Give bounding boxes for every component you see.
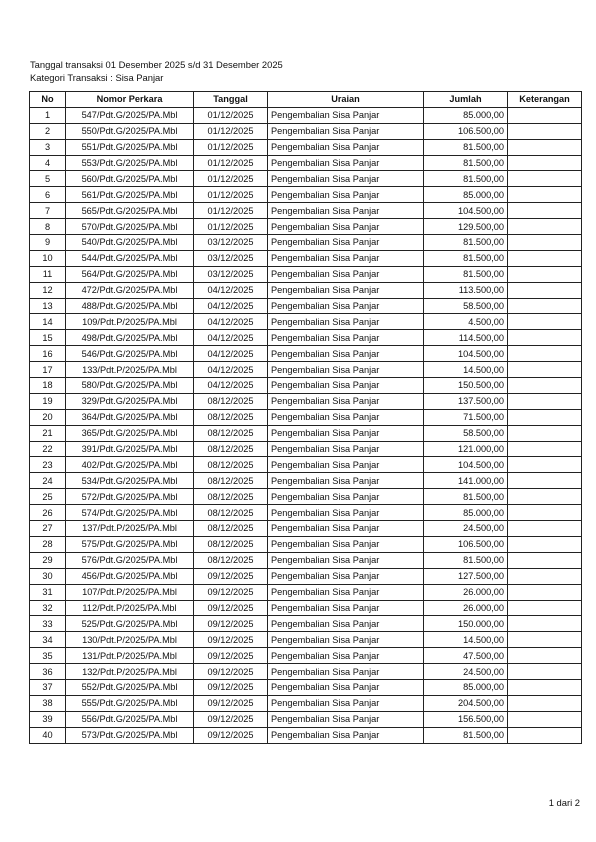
cell-no: 2 <box>30 123 66 139</box>
cell-keterangan <box>508 632 582 648</box>
cell-keterangan <box>508 266 582 282</box>
cell-tanggal: 04/12/2025 <box>194 378 268 394</box>
table-row <box>30 139 582 155</box>
cell-no: 31 <box>30 584 66 600</box>
cell-tanggal: 01/12/2025 <box>194 123 268 139</box>
cell-no: 28 <box>30 536 66 552</box>
table-row <box>30 123 582 139</box>
column-header-tanggal: Tanggal <box>194 92 268 108</box>
table-row <box>30 187 582 203</box>
cell-nomor-perkara: 546/Pdt.G/2025/PA.Mbl <box>66 346 194 362</box>
cell-keterangan <box>508 123 582 139</box>
cell-jumlah: 127.500,00 <box>424 568 508 584</box>
cell-jumlah: 106.500,00 <box>424 536 508 552</box>
cell-keterangan <box>508 457 582 473</box>
cell-nomor-perkara: 525/Pdt.G/2025/PA.Mbl <box>66 616 194 632</box>
cell-no: 34 <box>30 632 66 648</box>
cell-jumlah: 121.000,00 <box>424 441 508 457</box>
cell-keterangan <box>508 425 582 441</box>
column-header-no: No <box>30 92 66 108</box>
table-row <box>30 473 582 489</box>
cell-no: 29 <box>30 552 66 568</box>
cell-nomor-perkara: 572/Pdt.G/2025/PA.Mbl <box>66 489 194 505</box>
cell-tanggal: 08/12/2025 <box>194 409 268 425</box>
cell-keterangan <box>508 330 582 346</box>
cell-uraian: Pengembalian Sisa Panjar <box>268 648 424 664</box>
cell-tanggal: 09/12/2025 <box>194 695 268 711</box>
cell-keterangan <box>508 664 582 680</box>
cell-no: 14 <box>30 314 66 330</box>
cell-jumlah: 14.500,00 <box>424 362 508 378</box>
cell-no: 15 <box>30 330 66 346</box>
cell-nomor-perkara: 574/Pdt.G/2025/PA.Mbl <box>66 505 194 521</box>
cell-uraian: Pengembalian Sisa Panjar <box>268 695 424 711</box>
cell-keterangan <box>508 552 582 568</box>
cell-keterangan <box>508 139 582 155</box>
cell-jumlah: 81.500,00 <box>424 489 508 505</box>
cell-no: 32 <box>30 600 66 616</box>
cell-tanggal: 08/12/2025 <box>194 521 268 537</box>
table-row <box>30 505 582 521</box>
table-row <box>30 314 582 330</box>
cell-uraian: Pengembalian Sisa Panjar <box>268 346 424 362</box>
cell-jumlah: 85.000,00 <box>424 187 508 203</box>
cell-keterangan <box>508 648 582 664</box>
cell-jumlah: 150.500,00 <box>424 378 508 394</box>
cell-no: 5 <box>30 171 66 187</box>
cell-nomor-perkara: 544/Pdt.G/2025/PA.Mbl <box>66 250 194 266</box>
cell-jumlah: 113.500,00 <box>424 282 508 298</box>
cell-uraian: Pengembalian Sisa Panjar <box>268 378 424 394</box>
cell-jumlah: 104.500,00 <box>424 203 508 219</box>
cell-nomor-perkara: 570/Pdt.G/2025/PA.Mbl <box>66 219 194 235</box>
cell-tanggal: 08/12/2025 <box>194 457 268 473</box>
table-row <box>30 409 582 425</box>
cell-nomor-perkara: 132/Pdt.P/2025/PA.Mbl <box>66 664 194 680</box>
cell-keterangan <box>508 203 582 219</box>
cell-no: 4 <box>30 155 66 171</box>
table-row <box>30 362 582 378</box>
cell-jumlah: 4.500,00 <box>424 314 508 330</box>
cell-keterangan <box>508 250 582 266</box>
cell-keterangan <box>508 362 582 378</box>
cell-nomor-perkara: 576/Pdt.G/2025/PA.Mbl <box>66 552 194 568</box>
table-row <box>30 711 582 727</box>
cell-uraian: Pengembalian Sisa Panjar <box>268 139 424 155</box>
cell-jumlah: 85.000,00 <box>424 505 508 521</box>
cell-tanggal: 08/12/2025 <box>194 536 268 552</box>
cell-keterangan <box>508 536 582 552</box>
cell-keterangan <box>508 727 582 743</box>
cell-nomor-perkara: 131/Pdt.P/2025/PA.Mbl <box>66 648 194 664</box>
table-row <box>30 203 582 219</box>
column-header-keterangan: Keterangan <box>508 92 582 108</box>
cell-uraian: Pengembalian Sisa Panjar <box>268 155 424 171</box>
table-row <box>30 171 582 187</box>
transactions-table <box>29 91 582 744</box>
cell-no: 7 <box>30 203 66 219</box>
cell-keterangan <box>508 219 582 235</box>
cell-keterangan <box>508 107 582 123</box>
table-row <box>30 648 582 664</box>
cell-nomor-perkara: 130/Pdt.P/2025/PA.Mbl <box>66 632 194 648</box>
cell-uraian: Pengembalian Sisa Panjar <box>268 409 424 425</box>
table-row <box>30 679 582 695</box>
table-row <box>30 155 582 171</box>
cell-keterangan <box>508 378 582 394</box>
cell-nomor-perkara: 561/Pdt.G/2025/PA.Mbl <box>66 187 194 203</box>
cell-tanggal: 04/12/2025 <box>194 362 268 378</box>
cell-keterangan <box>508 298 582 314</box>
cell-jumlah: 85.000,00 <box>424 679 508 695</box>
transaction-date-range: Tanggal transaksi 01 Desember 2025 s/d 31 Desember 2025 <box>30 59 283 70</box>
cell-jumlah: 129.500,00 <box>424 219 508 235</box>
column-header-nomor-perkara: Nomor Perkara <box>66 92 194 108</box>
cell-no: 36 <box>30 664 66 680</box>
cell-keterangan <box>508 441 582 457</box>
table-row <box>30 727 582 743</box>
cell-jumlah: 24.500,00 <box>424 521 508 537</box>
cell-tanggal: 09/12/2025 <box>194 584 268 600</box>
cell-keterangan <box>508 282 582 298</box>
cell-nomor-perkara: 534/Pdt.G/2025/PA.Mbl <box>66 473 194 489</box>
cell-keterangan <box>508 346 582 362</box>
cell-jumlah: 104.500,00 <box>424 457 508 473</box>
cell-nomor-perkara: 550/Pdt.G/2025/PA.Mbl <box>66 123 194 139</box>
transaction-category: Kategori Transaksi : Sisa Panjar <box>30 72 164 83</box>
cell-uraian: Pengembalian Sisa Panjar <box>268 219 424 235</box>
cell-nomor-perkara: 540/Pdt.G/2025/PA.Mbl <box>66 235 194 251</box>
cell-tanggal: 04/12/2025 <box>194 330 268 346</box>
cell-no: 17 <box>30 362 66 378</box>
table-row <box>30 664 582 680</box>
cell-keterangan <box>508 314 582 330</box>
cell-tanggal: 01/12/2025 <box>194 155 268 171</box>
cell-uraian: Pengembalian Sisa Panjar <box>268 298 424 314</box>
cell-uraian: Pengembalian Sisa Panjar <box>268 330 424 346</box>
cell-uraian: Pengembalian Sisa Panjar <box>268 711 424 727</box>
cell-nomor-perkara: 391/Pdt.G/2025/PA.Mbl <box>66 441 194 457</box>
cell-jumlah: 137.500,00 <box>424 393 508 409</box>
cell-uraian: Pengembalian Sisa Panjar <box>268 664 424 680</box>
table-row <box>30 536 582 552</box>
cell-no: 24 <box>30 473 66 489</box>
cell-nomor-perkara: 553/Pdt.G/2025/PA.Mbl <box>66 155 194 171</box>
table-row <box>30 568 582 584</box>
cell-nomor-perkara: 472/Pdt.G/2025/PA.Mbl <box>66 282 194 298</box>
cell-tanggal: 09/12/2025 <box>194 568 268 584</box>
cell-uraian: Pengembalian Sisa Panjar <box>268 489 424 505</box>
cell-keterangan <box>508 409 582 425</box>
cell-tanggal: 08/12/2025 <box>194 552 268 568</box>
cell-jumlah: 14.500,00 <box>424 632 508 648</box>
cell-jumlah: 71.500,00 <box>424 409 508 425</box>
cell-no: 20 <box>30 409 66 425</box>
cell-no: 25 <box>30 489 66 505</box>
cell-no: 18 <box>30 378 66 394</box>
table-header-row <box>30 92 582 108</box>
cell-nomor-perkara: 365/Pdt.G/2025/PA.Mbl <box>66 425 194 441</box>
cell-jumlah: 26.000,00 <box>424 584 508 600</box>
table-row <box>30 616 582 632</box>
cell-uraian: Pengembalian Sisa Panjar <box>268 441 424 457</box>
cell-jumlah: 141.000,00 <box>424 473 508 489</box>
cell-keterangan <box>508 155 582 171</box>
cell-uraian: Pengembalian Sisa Panjar <box>268 282 424 298</box>
table-row <box>30 282 582 298</box>
cell-tanggal: 04/12/2025 <box>194 282 268 298</box>
cell-nomor-perkara: 112/Pdt.P/2025/PA.Mbl <box>66 600 194 616</box>
table-row <box>30 266 582 282</box>
cell-keterangan <box>508 473 582 489</box>
cell-tanggal: 01/12/2025 <box>194 203 268 219</box>
cell-no: 23 <box>30 457 66 473</box>
cell-nomor-perkara: 551/Pdt.G/2025/PA.Mbl <box>66 139 194 155</box>
cell-no: 10 <box>30 250 66 266</box>
cell-uraian: Pengembalian Sisa Panjar <box>268 171 424 187</box>
cell-tanggal: 03/12/2025 <box>194 266 268 282</box>
cell-uraian: Pengembalian Sisa Panjar <box>268 505 424 521</box>
table-row <box>30 107 582 123</box>
cell-keterangan <box>508 489 582 505</box>
cell-tanggal: 03/12/2025 <box>194 235 268 251</box>
cell-no: 30 <box>30 568 66 584</box>
table-row <box>30 235 582 251</box>
cell-tanggal: 08/12/2025 <box>194 441 268 457</box>
cell-no: 40 <box>30 727 66 743</box>
table-row <box>30 489 582 505</box>
cell-no: 9 <box>30 235 66 251</box>
cell-nomor-perkara: 575/Pdt.G/2025/PA.Mbl <box>66 536 194 552</box>
cell-uraian: Pengembalian Sisa Panjar <box>268 187 424 203</box>
cell-no: 1 <box>30 107 66 123</box>
cell-uraian: Pengembalian Sisa Panjar <box>268 600 424 616</box>
cell-no: 12 <box>30 282 66 298</box>
cell-uraian: Pengembalian Sisa Panjar <box>268 203 424 219</box>
table-row <box>30 457 582 473</box>
cell-no: 35 <box>30 648 66 664</box>
cell-uraian: Pengembalian Sisa Panjar <box>268 123 424 139</box>
cell-nomor-perkara: 133/Pdt.P/2025/PA.Mbl <box>66 362 194 378</box>
table-row <box>30 600 582 616</box>
cell-jumlah: 81.500,00 <box>424 139 508 155</box>
table-row <box>30 346 582 362</box>
cell-uraian: Pengembalian Sisa Panjar <box>268 362 424 378</box>
cell-uraian: Pengembalian Sisa Panjar <box>268 314 424 330</box>
cell-nomor-perkara: 560/Pdt.G/2025/PA.Mbl <box>66 171 194 187</box>
cell-no: 6 <box>30 187 66 203</box>
cell-jumlah: 204.500,00 <box>424 695 508 711</box>
table-body <box>30 107 582 743</box>
column-header-uraian: Uraian <box>268 92 424 108</box>
cell-keterangan <box>508 187 582 203</box>
cell-jumlah: 58.500,00 <box>424 298 508 314</box>
cell-no: 26 <box>30 505 66 521</box>
cell-no: 21 <box>30 425 66 441</box>
table-row <box>30 425 582 441</box>
table-row <box>30 298 582 314</box>
cell-no: 16 <box>30 346 66 362</box>
table-row <box>30 441 582 457</box>
table-row <box>30 378 582 394</box>
cell-uraian: Pengembalian Sisa Panjar <box>268 266 424 282</box>
cell-nomor-perkara: 137/Pdt.P/2025/PA.Mbl <box>66 521 194 537</box>
cell-nomor-perkara: 107/Pdt.P/2025/PA.Mbl <box>66 584 194 600</box>
cell-tanggal: 04/12/2025 <box>194 298 268 314</box>
cell-nomor-perkara: 402/Pdt.G/2025/PA.Mbl <box>66 457 194 473</box>
cell-no: 38 <box>30 695 66 711</box>
cell-keterangan <box>508 171 582 187</box>
cell-jumlah: 106.500,00 <box>424 123 508 139</box>
cell-jumlah: 81.500,00 <box>424 552 508 568</box>
cell-no: 11 <box>30 266 66 282</box>
cell-keterangan <box>508 235 582 251</box>
cell-tanggal: 04/12/2025 <box>194 314 268 330</box>
cell-jumlah: 114.500,00 <box>424 330 508 346</box>
cell-tanggal: 09/12/2025 <box>194 727 268 743</box>
report-header <box>30 58 283 84</box>
cell-jumlah: 47.500,00 <box>424 648 508 664</box>
table-row <box>30 330 582 346</box>
cell-tanggal: 09/12/2025 <box>194 632 268 648</box>
table-row <box>30 552 582 568</box>
cell-no: 33 <box>30 616 66 632</box>
cell-jumlah: 58.500,00 <box>424 425 508 441</box>
cell-jumlah: 24.500,00 <box>424 664 508 680</box>
cell-nomor-perkara: 565/Pdt.G/2025/PA.Mbl <box>66 203 194 219</box>
cell-tanggal: 09/12/2025 <box>194 648 268 664</box>
cell-keterangan <box>508 584 582 600</box>
cell-tanggal: 09/12/2025 <box>194 664 268 680</box>
cell-tanggal: 01/12/2025 <box>194 219 268 235</box>
cell-uraian: Pengembalian Sisa Panjar <box>268 679 424 695</box>
cell-jumlah: 81.500,00 <box>424 727 508 743</box>
cell-uraian: Pengembalian Sisa Panjar <box>268 616 424 632</box>
cell-no: 39 <box>30 711 66 727</box>
cell-keterangan <box>508 505 582 521</box>
cell-jumlah: 81.500,00 <box>424 235 508 251</box>
cell-no: 19 <box>30 393 66 409</box>
cell-keterangan <box>508 616 582 632</box>
cell-uraian: Pengembalian Sisa Panjar <box>268 425 424 441</box>
cell-nomor-perkara: 564/Pdt.G/2025/PA.Mbl <box>66 266 194 282</box>
cell-uraian: Pengembalian Sisa Panjar <box>268 250 424 266</box>
cell-uraian: Pengembalian Sisa Panjar <box>268 473 424 489</box>
cell-nomor-perkara: 555/Pdt.G/2025/PA.Mbl <box>66 695 194 711</box>
cell-uraian: Pengembalian Sisa Panjar <box>268 584 424 600</box>
cell-tanggal: 01/12/2025 <box>194 171 268 187</box>
cell-uraian: Pengembalian Sisa Panjar <box>268 632 424 648</box>
cell-tanggal: 01/12/2025 <box>194 107 268 123</box>
cell-keterangan <box>508 568 582 584</box>
cell-tanggal: 08/12/2025 <box>194 393 268 409</box>
table-row <box>30 695 582 711</box>
cell-tanggal: 08/12/2025 <box>194 425 268 441</box>
cell-jumlah: 85.000,00 <box>424 107 508 123</box>
cell-tanggal: 09/12/2025 <box>194 616 268 632</box>
cell-jumlah: 104.500,00 <box>424 346 508 362</box>
cell-nomor-perkara: 488/Pdt.G/2025/PA.Mbl <box>66 298 194 314</box>
cell-keterangan <box>508 393 582 409</box>
cell-no: 13 <box>30 298 66 314</box>
cell-uraian: Pengembalian Sisa Panjar <box>268 568 424 584</box>
cell-keterangan <box>508 695 582 711</box>
cell-tanggal: 01/12/2025 <box>194 139 268 155</box>
cell-uraian: Pengembalian Sisa Panjar <box>268 393 424 409</box>
cell-nomor-perkara: 580/Pdt.G/2025/PA.Mbl <box>66 378 194 394</box>
table-row <box>30 584 582 600</box>
cell-no: 22 <box>30 441 66 457</box>
column-header-jumlah: Jumlah <box>424 92 508 108</box>
table-row <box>30 219 582 235</box>
cell-jumlah: 81.500,00 <box>424 250 508 266</box>
cell-uraian: Pengembalian Sisa Panjar <box>268 107 424 123</box>
cell-tanggal: 09/12/2025 <box>194 711 268 727</box>
table-row <box>30 632 582 648</box>
cell-tanggal: 04/12/2025 <box>194 346 268 362</box>
cell-uraian: Pengembalian Sisa Panjar <box>268 521 424 537</box>
cell-keterangan <box>508 521 582 537</box>
cell-tanggal: 08/12/2025 <box>194 489 268 505</box>
cell-jumlah: 81.500,00 <box>424 266 508 282</box>
cell-uraian: Pengembalian Sisa Panjar <box>268 552 424 568</box>
cell-tanggal: 01/12/2025 <box>194 187 268 203</box>
cell-tanggal: 08/12/2025 <box>194 473 268 489</box>
cell-uraian: Pengembalian Sisa Panjar <box>268 457 424 473</box>
cell-nomor-perkara: 573/Pdt.G/2025/PA.Mbl <box>66 727 194 743</box>
cell-nomor-perkara: 329/Pdt.G/2025/PA.Mbl <box>66 393 194 409</box>
cell-jumlah: 26.000,00 <box>424 600 508 616</box>
table-row <box>30 521 582 537</box>
cell-jumlah: 150.000,00 <box>424 616 508 632</box>
cell-no: 8 <box>30 219 66 235</box>
cell-tanggal: 03/12/2025 <box>194 250 268 266</box>
cell-nomor-perkara: 547/Pdt.G/2025/PA.Mbl <box>66 107 194 123</box>
cell-nomor-perkara: 498/Pdt.G/2025/PA.Mbl <box>66 330 194 346</box>
cell-nomor-perkara: 109/Pdt.P/2025/PA.Mbl <box>66 314 194 330</box>
cell-jumlah: 81.500,00 <box>424 171 508 187</box>
cell-uraian: Pengembalian Sisa Panjar <box>268 536 424 552</box>
cell-jumlah: 156.500,00 <box>424 711 508 727</box>
cell-keterangan <box>508 711 582 727</box>
cell-nomor-perkara: 456/Pdt.G/2025/PA.Mbl <box>66 568 194 584</box>
cell-keterangan <box>508 600 582 616</box>
table-row <box>30 250 582 266</box>
page-number: 1 dari 2 <box>548 797 580 808</box>
cell-nomor-perkara: 552/Pdt.G/2025/PA.Mbl <box>66 679 194 695</box>
cell-tanggal: 09/12/2025 <box>194 600 268 616</box>
cell-tanggal: 08/12/2025 <box>194 505 268 521</box>
cell-no: 3 <box>30 139 66 155</box>
cell-nomor-perkara: 364/Pdt.G/2025/PA.Mbl <box>66 409 194 425</box>
cell-no: 37 <box>30 679 66 695</box>
cell-uraian: Pengembalian Sisa Panjar <box>268 235 424 251</box>
cell-tanggal: 09/12/2025 <box>194 679 268 695</box>
cell-nomor-perkara: 556/Pdt.G/2025/PA.Mbl <box>66 711 194 727</box>
cell-uraian: Pengembalian Sisa Panjar <box>268 727 424 743</box>
cell-keterangan <box>508 679 582 695</box>
table-row <box>30 393 582 409</box>
cell-jumlah: 81.500,00 <box>424 155 508 171</box>
cell-no: 27 <box>30 521 66 537</box>
